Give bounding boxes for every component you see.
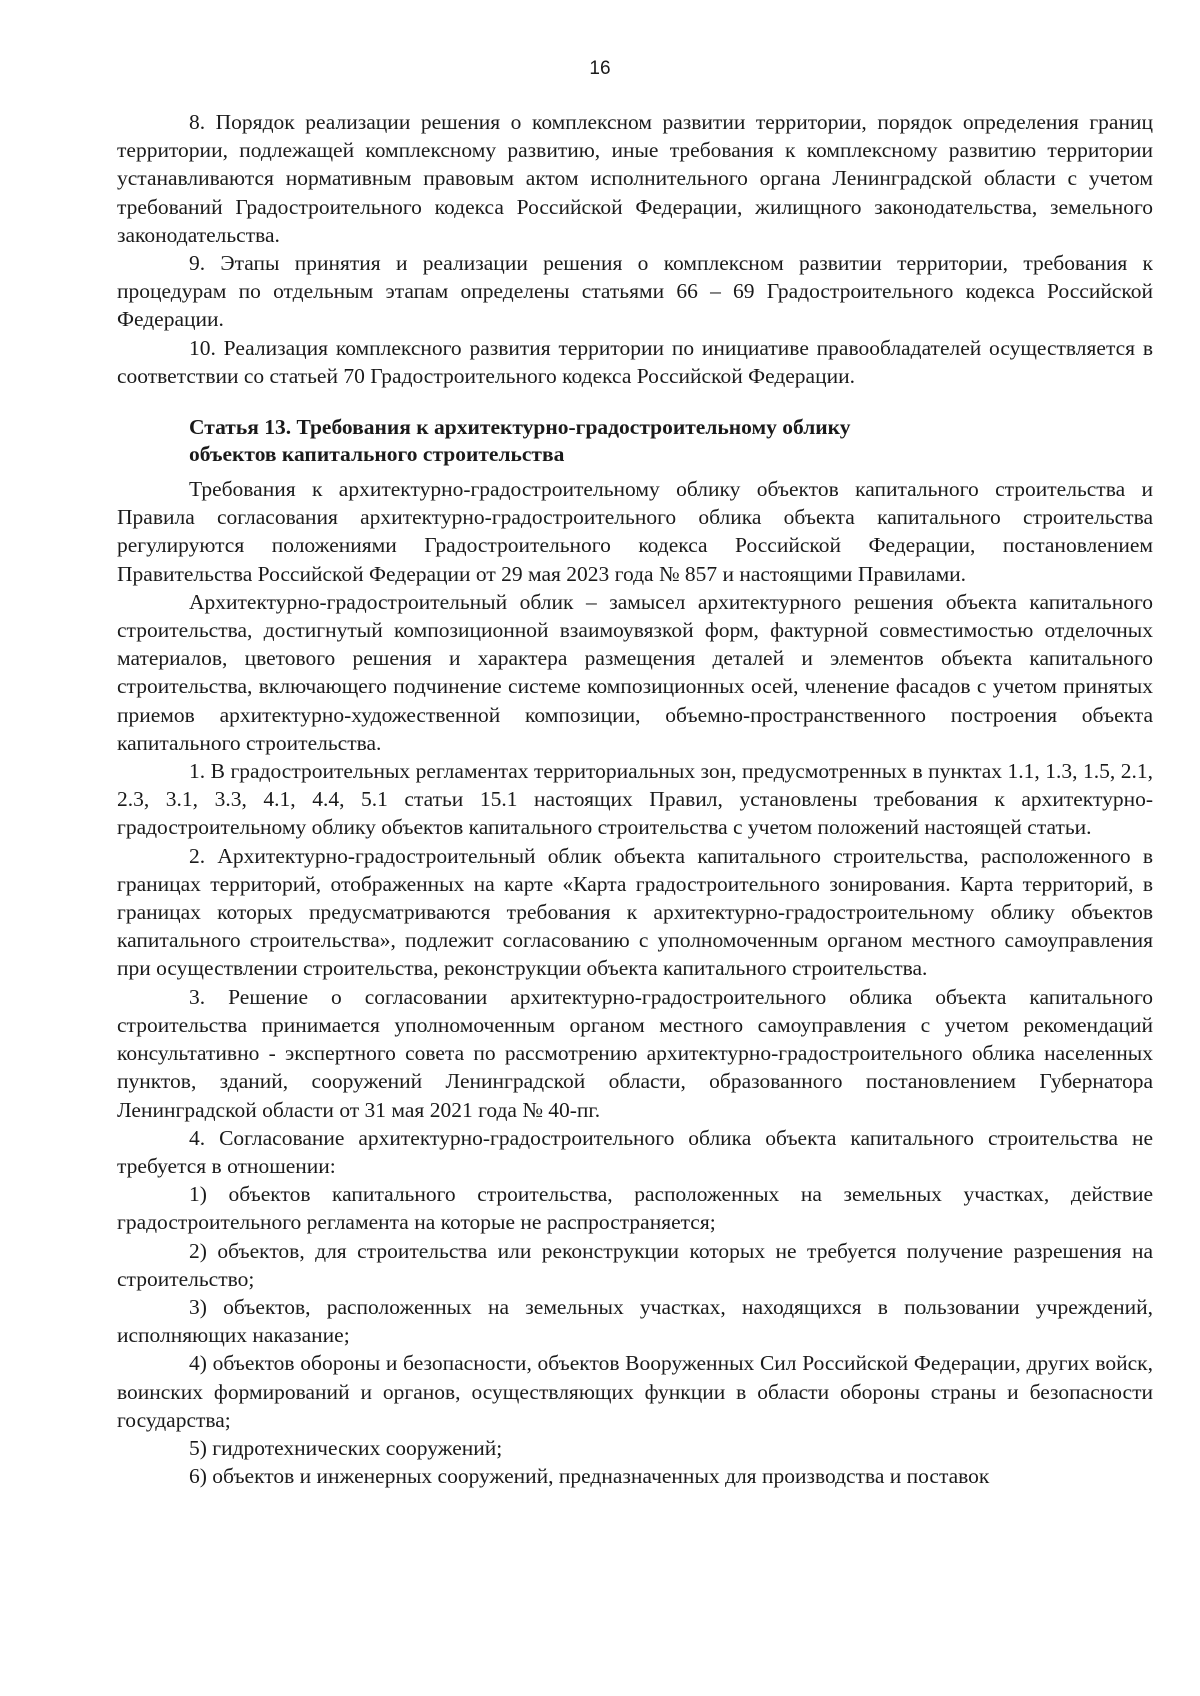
- page-number: 16: [589, 58, 611, 79]
- list-item-1: 1) объектов капитального строительства, расположенных на земельных участках, действие градостроительного регламента на которые не распространяется;: [117, 1182, 1153, 1235]
- list-item-2: 2) объектов, для строительства или реконструкции которых не требуется получение разрешения на строительство;: [117, 1238, 1153, 1291]
- paragraph-definition: Архитектурно-градостроительный облик – замысел архитектурного решения объекта капитального строительства, достигнутый композиционной взаимоувязкой форм, фактурной совместимостью отделочных материалов, цветового решения и характера размещения деталей и элементов объекта капитального строительства, включающего подчинение системе композиционных осей, членение фасадов с учетом принятых приемов архитектурно-художественной композиции, объемно-пространственного построения объекта капитального строительства.: [117, 589, 1153, 755]
- paragraph-requirements-intro: Требования к архитектурно-градостроительному облику объектов капитального строительства и Правила согласования архитектурно-градостроительного облика объекта капитального строительства регулируются положениями Градостроительного кодекса Российской Федерации, постановлением Правительства Российской Федерации от 29 мая 2023 года № 857 и настоящими Правилами.: [117, 477, 1153, 586]
- article-heading-line-2: объектов капитального строительства: [189, 442, 565, 467]
- paragraph-item-8: 8. Порядок реализации решения о комплексном развитии территории, порядок определения границ территории, подлежащей комплексному развитию, иные требования к комплексному развитию территории устанавливаются нормативным правовым актом исполнительного органа Ленинградской области с учетом требований Градостроительного кодекса Российской Федерации, жилищного законодательства, земельного законодательства.: [117, 110, 1153, 247]
- article-heading-line-1: Статья 13. Требования к архитектурно-градостроительному облику: [189, 415, 851, 440]
- paragraph-clause-2: 2. Архитектурно-градостроительный облик объекта капитального строительства, расположенного в границах территорий, отображенных на карте «Карта градостроительного зонирования. Карта территорий, в границах которых предусматриваются требования к архитектурно-градостроительному облику объектов капитального строительства», подлежит согласованию с уполномоченным органом местного самоуправления при осуществлении строительства, реконструкции объекта капитального строительства.: [117, 843, 1153, 981]
- paragraph-item-9: 9. Этапы принятия и реализации решения о комплексном развитии территории, требования к процедурам по отдельным этапам определены статьями 66 – 69 Градостроительного кодекса Российской Федерации.: [117, 251, 1153, 332]
- list-item-3: 3) объектов, расположенных на земельных участках, находящихся в пользовании учреждений, исполняющих наказание;: [117, 1294, 1153, 1348]
- list-item-6: 6) объектов и инженерных сооружений, предназначенных для производства и поставок: [189, 1464, 990, 1489]
- paragraph-clause-3: 3. Решение о согласовании архитектурно-градостроительного облика объекта капитального строительства принимается уполномоченным органом местного самоуправления с учетом рекомендаций консультативно - экспертного совета по рассмотрению архитектурно-градостроительного облика населенных пунктов, зданий, сооружений Ленинградской области, образованного постановлением Губернатора Ленинградской области от 31 мая 2021 года № 40-пг.: [117, 984, 1153, 1122]
- article-heading: [189, 414, 1153, 468]
- paragraph-clause-4: 4. Согласование архитектурно-градостроительного облика объекта капитального строительства не требуется в отношении:: [117, 1125, 1153, 1178]
- section-gap: [117, 390, 1153, 414]
- list-item-4: 4) объектов обороны и безопасности, объектов Вооруженных Сил Российской Федерации, других войск, воинских формирований и органов, осуществляющих функции в области обороны страны и безопасности государства;: [117, 1351, 1153, 1432]
- list-item-5: 5) гидротехнических сооружений;: [189, 1435, 503, 1460]
- paragraph-clause-1: 1. В градостроительных регламентах территориальных зон, предусмотренных в пунктах 1.1, 1.3, 1.5, 2.1, 2.3, 3.1, 3.3, 4.1, 4.4, 5.1 статьи 15.1 настоящих Правил, установлены требования к архитектурно-градостроительному облику объектов капитального строительства с учетом положений настоящей статьи.: [117, 759, 1153, 840]
- paragraph-item-10: 10. Реализация комплексного развития территории по инициативе правообладателей осуществляется в соответствии со статьей 70 Градостроительного кодекса Российской Федерации.: [117, 335, 1153, 388]
- document-body: [117, 108, 1153, 1490]
